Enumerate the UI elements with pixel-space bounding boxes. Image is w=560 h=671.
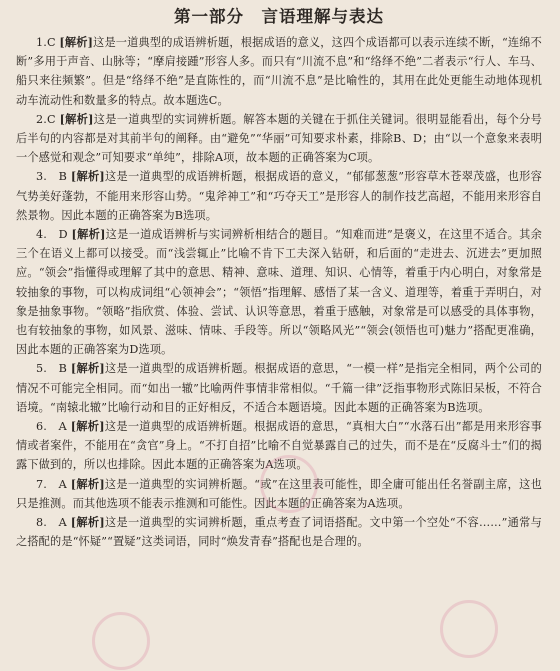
answer-item [16, 513, 542, 551]
answer-item [16, 417, 542, 475]
answer-item [16, 33, 542, 110]
answer-number: 3. B [36, 170, 67, 184]
answer-item [16, 359, 542, 417]
answer-number: 8. A [36, 516, 67, 530]
section-title: 第一部分 言语理解与表达 [174, 7, 384, 26]
answer-text: 这是一道典型的成语辨析题，根据成语的意义，“郁郁葱葱”形容草木苍翠茂盛，也形容气势美好蓬勃，不能用来形容山势。“鬼斧神工”和“巧夺天工”是形容人的制作技艺高超，不能用来形容自然景物。因此本题的正确答案为B选项。 [16, 170, 542, 222]
answer-text: 这是一道典型的实词辨析题，重点考查了词语搭配。文中第一个空处“不容……”通常与之搭配的是“怀疑”“置疑”这类词语，同时“焕发青春”搭配也是合理的。 [16, 516, 542, 549]
answer-text: 这是一道典型的成语辨析题，根据成语的意义，这四个成语都可以表示连续不断，“连绵不断”多用于声音、山脉等；“摩肩接踵”形容人多。而只有“川流不息”和“络绎不绝”二者表示“行人、车马、船只来往频繁”。但是“络绎不绝”是直陈性的，而“川流不息”是比喻性的，其用在此处更能生动地体现机动车流动性和数量多的特点。故本题选C。 [16, 36, 542, 107]
watermark-logo-icon [440, 600, 498, 658]
analysis-tag: [解析] [70, 419, 105, 434]
analysis-tag: [解析] [70, 515, 105, 530]
answer-item [16, 110, 542, 168]
answer-number: 1.C [36, 36, 56, 49]
answer-number: 5. B [36, 362, 67, 376]
analysis-tag: [解析] [59, 35, 94, 49]
analysis-tag: [解析] [70, 361, 105, 376]
answer-text: 这是一道典型的成语辨析题。根据成语的意思，“一模一样”是指完全相同，两个公司的情况不可能完全相同。而“如出一辙”比喻两件事情非常相似。“千篇一律”泛指事物形式陈旧呆板，不符合语境。“南辕北辙”比喻行动和目的正好相反，不适合本题语境。因此本题的正确答案为B选项。 [16, 362, 542, 414]
answer-number: 7. A [36, 477, 67, 491]
answer-number: 6. A [36, 420, 67, 434]
answer-text: 这是一道成语辨析与实词辨析相结合的题目。“知难而进”是褒义，在这里不适合。其余三个在语义上都可以接受。而“浅尝辄止”比喻不肯下工夫深入钻研，和后面的“走进去、沉进去”更加照应。“领会”指懂得或理解了其中的意思、精神、意味、道理、知识、心情等，着重于内心明白，对象常是较抽象的事物，可以构成词组“心领神会”；“领悟”指理解、感悟了某一含义、道理等，着重于弄明白，对象是抽象事物。“领略”指欣赏、体验、尝试、认识等意思，着重于感触，对象常是可以感受的具体事物，也有较抽象的事物，如风景、滋味、情味、手段等。所以“领略风光”“领会(领悟也可)魅力”搭配更准确，因此本题的正确答案为D选项。 [16, 228, 542, 357]
watermark-logo-icon [92, 612, 150, 670]
answer-text: 这是一道典型的实词辨析题。“或”在这里表可能性，即全庸可能出任名誉副主席，这也只是推测。而其他选项不能表示推测和可能性。因此本题的正确答案为A选项。 [16, 477, 543, 510]
answer-item [16, 225, 542, 359]
answer-number: 2.C [36, 112, 56, 126]
answer-number: 4. D [36, 228, 68, 242]
answer-list [16, 33, 542, 551]
answer-item [16, 475, 542, 513]
analysis-tag: [解析] [70, 476, 105, 491]
answer-item [16, 167, 542, 225]
analysis-tag: [解析] [70, 169, 105, 184]
analysis-tag: [解析] [71, 227, 106, 242]
answer-text: 这是一道典型的实词辨析题。解答本题的关键在于抓住关键词。很明显能看出，每个分号后半句的内容都是对其前半句的阐释。由“避免”“华丽”可知要求朴素，排除B、D；由“以一个意象来表明一个感觉和观念”可知要求“单纯”，排除A项，故本题的正确答案为C项。 [16, 112, 542, 165]
answer-text: 这是一道典型的成语辨析题。根据成语的意思，“真相大白”“水落石出”都是用来形容事情或者案件，不能用在“贪官”身上。“不打自招”比喻不自觉暴露自己的过失，而不是在“反腐斗士”们的揭露下做到的，所以也排除。因此本题的正确答案为A选项。 [16, 420, 542, 472]
analysis-tag: [解析] [59, 111, 94, 126]
